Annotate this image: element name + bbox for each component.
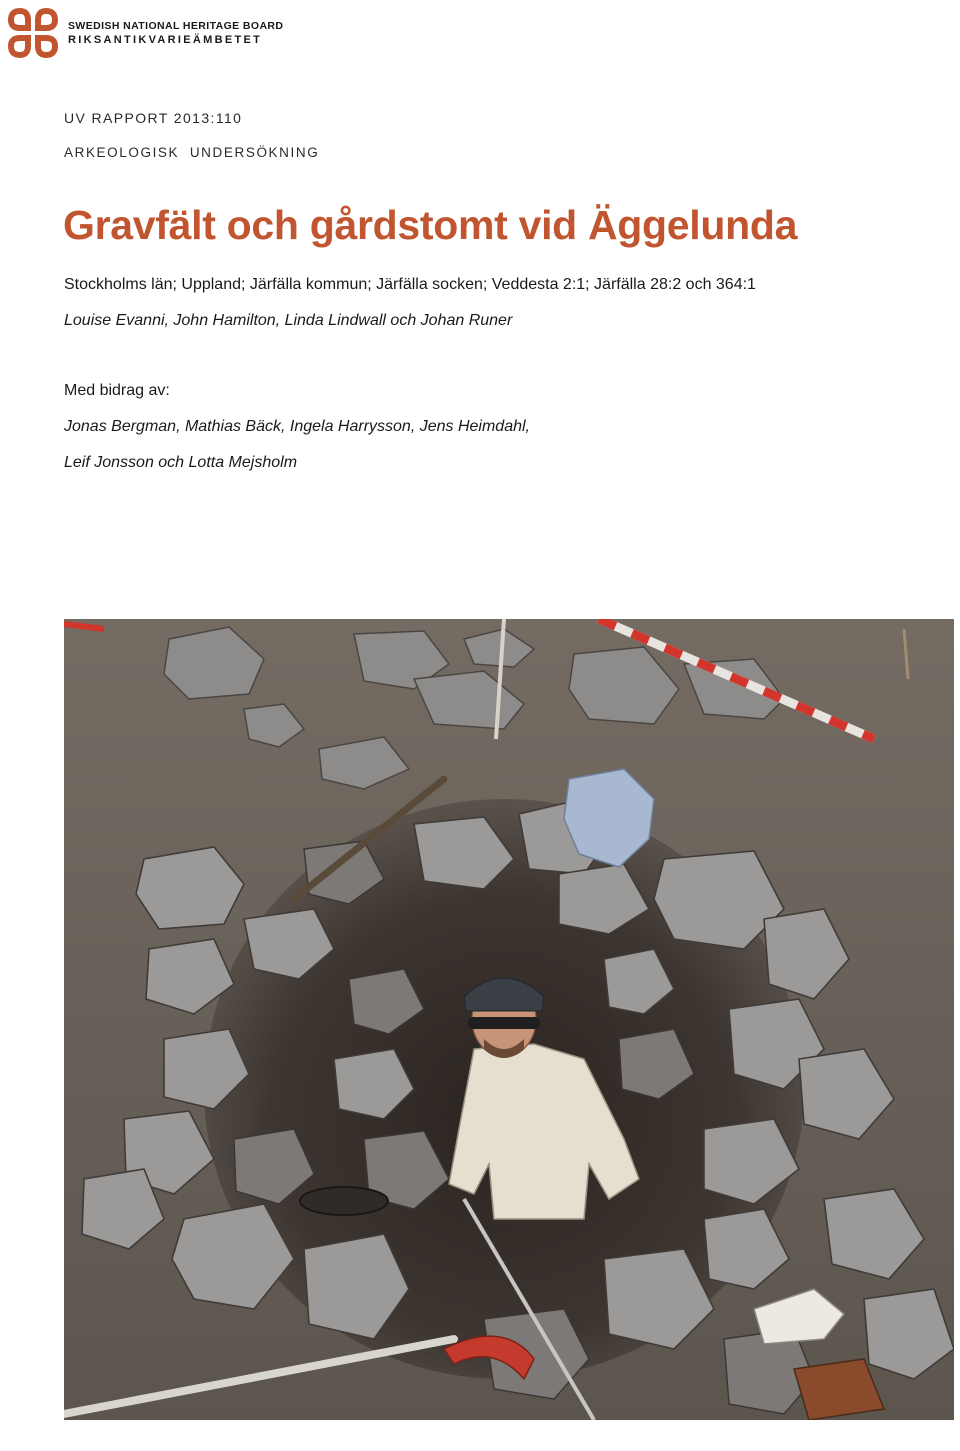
org-name-english: SWEDISH NATIONAL HERITAGE BOARD — [68, 19, 284, 32]
contributors-line-1: Jonas Bergman, Mathias Bäck, Ingela Harrysson, Jens Heimdahl, — [64, 418, 530, 435]
contributors-heading: Med bidrag av: — [64, 382, 170, 399]
report-title: Gravfält och gårdstomt vid Äggelunda — [63, 202, 798, 248]
org-name-swedish: RIKSANTIKVARIEÄMBETET — [68, 33, 263, 46]
report-type: ARKEOLOGISK UNDERSÖKNING — [64, 145, 320, 160]
heritage-board-logo-icon — [6, 6, 60, 60]
excavation-photo — [64, 619, 954, 1420]
cover-photo — [64, 619, 954, 1420]
publisher-logo — [6, 6, 283, 60]
report-location: Stockholms län; Uppland; Järfälla kommun; Järfälla socken; Veddesta 2:1; Järfälla 28:2 och 364:1 — [64, 276, 756, 293]
report-code: UV RAPPORT 2013:110 — [64, 110, 243, 126]
report-authors: Louise Evanni, John Hamilton, Linda Lindwall och Johan Runer — [64, 312, 513, 329]
contributors-line-2: Leif Jonsson och Lotta Mejsholm — [64, 454, 298, 471]
